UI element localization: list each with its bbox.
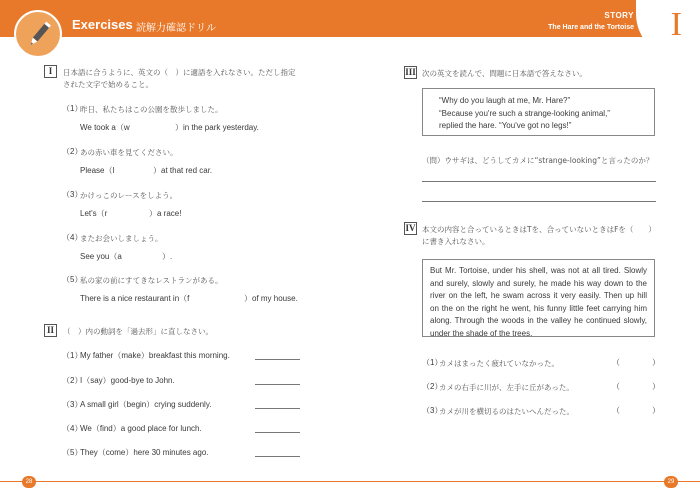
s1-q2-number: （2） xyxy=(62,147,83,156)
section-2-instruction: （ ）内の動詞を「過去形」に直しなさい。 xyxy=(63,327,213,336)
s1-q3-japanese: かけっこのレースをしよう。 xyxy=(80,191,178,200)
s1-q1-japanese: 昨日、私たちはこの公園を散歩しました。 xyxy=(80,105,223,114)
s2-q1-answer-line[interactable] xyxy=(255,359,300,360)
s4-q1-number: （1） xyxy=(422,358,443,367)
s2-q2-number: （2） xyxy=(62,376,83,385)
s1-q5-number: （5） xyxy=(62,275,83,284)
section-4-passage: But Mr. Tortoise, under his shell, was not at all tired. Slowly and surely, slowly and surely, he made his way down to the river on the left, he swam across it very easily. Then up hill on the on the right he went, his funny little feet carrying him along. Through the woods in the valley he continued slowly, under the shade of the trees. xyxy=(422,259,655,337)
page-title: Exercises xyxy=(72,17,133,32)
s1-q2-english-start: Please（l xyxy=(80,166,115,175)
section-3-passage xyxy=(422,88,655,136)
pencil-badge xyxy=(14,10,62,58)
page-subtitle: 読解力確認ドリル xyxy=(136,23,216,34)
s1-q5-english-start: There is a nice restaurant in（f xyxy=(80,294,190,303)
s2-q5-answer-line[interactable] xyxy=(255,456,300,457)
section-1-label: I xyxy=(44,65,57,78)
s2-q4-number: （4） xyxy=(62,424,83,433)
s4-q2-answer[interactable]: （ ） xyxy=(612,382,660,391)
s4-q2-text: カメの右手に川が、左手に丘があった。 xyxy=(439,383,574,392)
s1-q4-number: （4） xyxy=(62,233,83,242)
section-4-instruction-line2: に書き入れなさい。 xyxy=(422,237,490,246)
s1-q3-english-end: ）a race! xyxy=(149,209,182,218)
section-3-question: （問）ウサギは、どうしてカメに“strange-looking”と言ったのか？ xyxy=(422,156,654,165)
s1-q3-number: （3） xyxy=(62,190,83,199)
s4-q1-answer[interactable]: （ ） xyxy=(612,358,660,367)
s4-q3-answer[interactable]: （ ） xyxy=(612,406,660,415)
s3-passage-line2: “Because you're such a strange-looking animal,” xyxy=(439,108,610,118)
story-label: STORY xyxy=(604,11,634,20)
story-title: The Hare and the Tortoise xyxy=(548,24,634,31)
s1-q4-japanese: またお会いしましょう。 xyxy=(80,234,163,243)
s4-q1-text: カメはまったく疲れていなかった。 xyxy=(439,359,559,368)
section-3-label: III xyxy=(405,67,416,77)
s1-q2-english-end: ）at that red car. xyxy=(153,166,213,175)
s2-q5-text: They（come）here 30 minutes ago. xyxy=(80,448,209,457)
s1-q3-english-start: Let's（r xyxy=(80,209,108,218)
s2-q5-number: （5） xyxy=(62,448,83,457)
s1-q1-number: （1） xyxy=(62,104,83,113)
s1-q4-english-end: ）. xyxy=(162,252,173,261)
section-4-label: IV xyxy=(405,223,416,233)
s1-q5-english-end: ）of my house. xyxy=(244,294,298,303)
s2-q4-answer-line[interactable] xyxy=(255,432,300,433)
s2-q3-number: （3） xyxy=(62,400,83,409)
section-1-instruction-line1: 日本語に合うように、英文の（ ）に適語を入れなさい。ただし指定 xyxy=(63,68,296,77)
s1-q5-japanese: 私の家の前にすてきなレストランがある。 xyxy=(80,276,223,285)
s2-q2-text: I（say）good-bye to John. xyxy=(80,376,175,385)
s1-q1-english-end: ）in the park yesterday. xyxy=(175,123,259,132)
s4-q3-number: （3） xyxy=(422,406,443,415)
s3-answer-line-1[interactable] xyxy=(422,181,656,182)
s3-answer-line-2[interactable] xyxy=(422,201,656,202)
s2-q4-text: We（find）a good place for lunch. xyxy=(80,424,202,433)
s2-q3-text: A small girl（begin）crying suddenly. xyxy=(80,400,212,409)
s1-q4-english-start: See you（a xyxy=(80,252,122,261)
s2-q3-answer-line[interactable] xyxy=(255,408,300,409)
s4-q3-text: カメが川を横切るのはたいへんだった。 xyxy=(439,407,574,416)
section-4-instruction-line1: 本文の内容と合っているときはTを、合っていないときはFを（ ） xyxy=(422,225,656,234)
chapter-number: I xyxy=(670,6,682,43)
s2-q2-answer-line[interactable] xyxy=(255,384,300,385)
s2-q1-number: （1） xyxy=(62,351,83,360)
s2-q1-text: My father（make）breakfast this morning. xyxy=(80,351,230,360)
right-page-number: 29 xyxy=(664,476,678,488)
pencil-icon xyxy=(24,20,54,50)
s1-q1-english-start: We took a（w xyxy=(80,123,130,132)
section-1-instruction-line2: された文字で始めること。 xyxy=(63,80,153,89)
s1-q2-japanese: あの赤い車を見てください。 xyxy=(80,148,178,157)
s3-passage-line1: “Why do you laugh at me, Mr. Hare?” xyxy=(439,96,571,105)
left-page-number: 28 xyxy=(22,476,36,488)
s4-q2-number: （2） xyxy=(422,382,443,391)
chapter-tab xyxy=(636,0,700,58)
footer-line xyxy=(0,481,700,482)
section-3-instruction: 次の英文を読んで、問題に日本語で答えなさい。 xyxy=(422,69,587,78)
section-2-label: II xyxy=(44,324,57,337)
s3-passage-line3: replied the hare. “You've got no legs!” xyxy=(439,121,572,130)
